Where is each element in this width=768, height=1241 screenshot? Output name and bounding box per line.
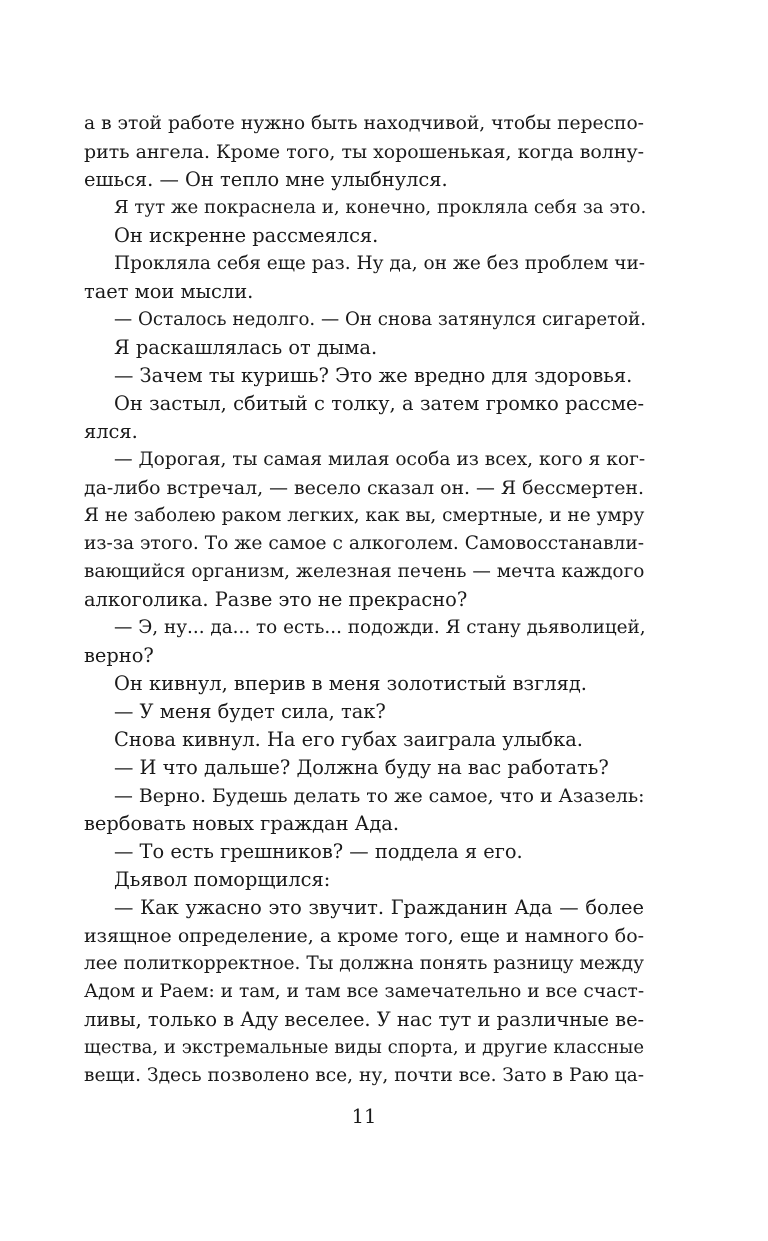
- text-line: вещи. Здесь позволено все, ну, почти все. Зато в Раю ца-: [84, 1065, 644, 1086]
- text-line: — То есть грешников? — поддела я его.: [114, 840, 523, 863]
- text-line: ливы, только в Аду веселее. У нас тут и различные ве-: [84, 1008, 645, 1031]
- text-line: щества, и экстремальные виды спорта, и другие классные: [84, 1037, 644, 1058]
- text-line: Я тут же покраснела и, конечно, прокляла себя за это.: [114, 197, 647, 218]
- text-line: рить ангела. Кроме того, ты хорошенькая, когда волну-: [84, 141, 644, 163]
- text-line: из-за этого. То же самое с алкоголем. Самовосстанавли-: [84, 533, 644, 554]
- text-line: ешься. — Он тепло мне улыбнулся.: [84, 168, 448, 191]
- text-line: а в этой работе нужно быть находчивой, чтобы переспо-: [84, 113, 644, 134]
- text-line: — Дорогая, ты самая милая особа из всех, кого я ког-: [114, 449, 646, 470]
- page-number: 11: [351, 1105, 377, 1128]
- text-line: алкоголика. Разве это не прекрасно?: [84, 588, 468, 611]
- text-line: Дьявол поморщился:: [114, 868, 331, 891]
- body-text: [84, 110, 647, 1090]
- text-line: Я раскашлялась от дыма.: [114, 336, 378, 359]
- text-line: вербовать новых граждан Ада.: [84, 812, 400, 835]
- text-line: Прокляла себя еще раз. Ну да, он же без проблем чи-: [114, 253, 646, 274]
- text-line: верно?: [84, 644, 154, 667]
- text-line: Он застыл, сбитый с толку, а затем громко рассме-: [114, 392, 644, 415]
- text-line: да-либо встречал, — весело сказал он. — Я бессмертен.: [84, 477, 644, 499]
- text-line: тает мои мысли.: [84, 280, 254, 303]
- text-line: — Зачем ты куришь? Это же вредно для здоровья.: [114, 364, 633, 387]
- text-line: — Как ужасно это звучит. Гражданин Ада — более: [114, 896, 644, 919]
- text-line: ялся.: [84, 420, 138, 443]
- text-line: Он кивнул, вперив в меня золотистый взгляд.: [114, 672, 587, 695]
- text-line: Он искренне рассмеялся.: [114, 224, 379, 247]
- text-line: лее политкорректное. Ты должна понять разницу между: [84, 953, 644, 974]
- text-line: Я не заболею раком легких, как вы, смертные, и не умру: [84, 505, 645, 526]
- text-line: изящное определение, а кроме того, еще и намного бо-: [84, 925, 644, 947]
- text-line: — Осталось недолго. — Он снова затянулся сигаретой.: [114, 309, 646, 330]
- text-line: — Верно. Будешь делать то же самое, что и Азазель:: [114, 785, 645, 807]
- text-line: — Э, ну... да... то есть... подожди. Я стану дьяволицей,: [114, 617, 646, 638]
- text-line: Адом и Раем: и там, и там все замечательно и все счаст-: [84, 981, 645, 1002]
- text-line: вающийся организм, железная печень — мечта каждого: [84, 561, 645, 582]
- text-line: Снова кивнул. На его губах заиграла улыбка.: [114, 728, 583, 751]
- text-line: — У меня будет сила, так?: [114, 700, 386, 723]
- text-line: — И что дальше? Должна буду на вас работать?: [114, 756, 609, 779]
